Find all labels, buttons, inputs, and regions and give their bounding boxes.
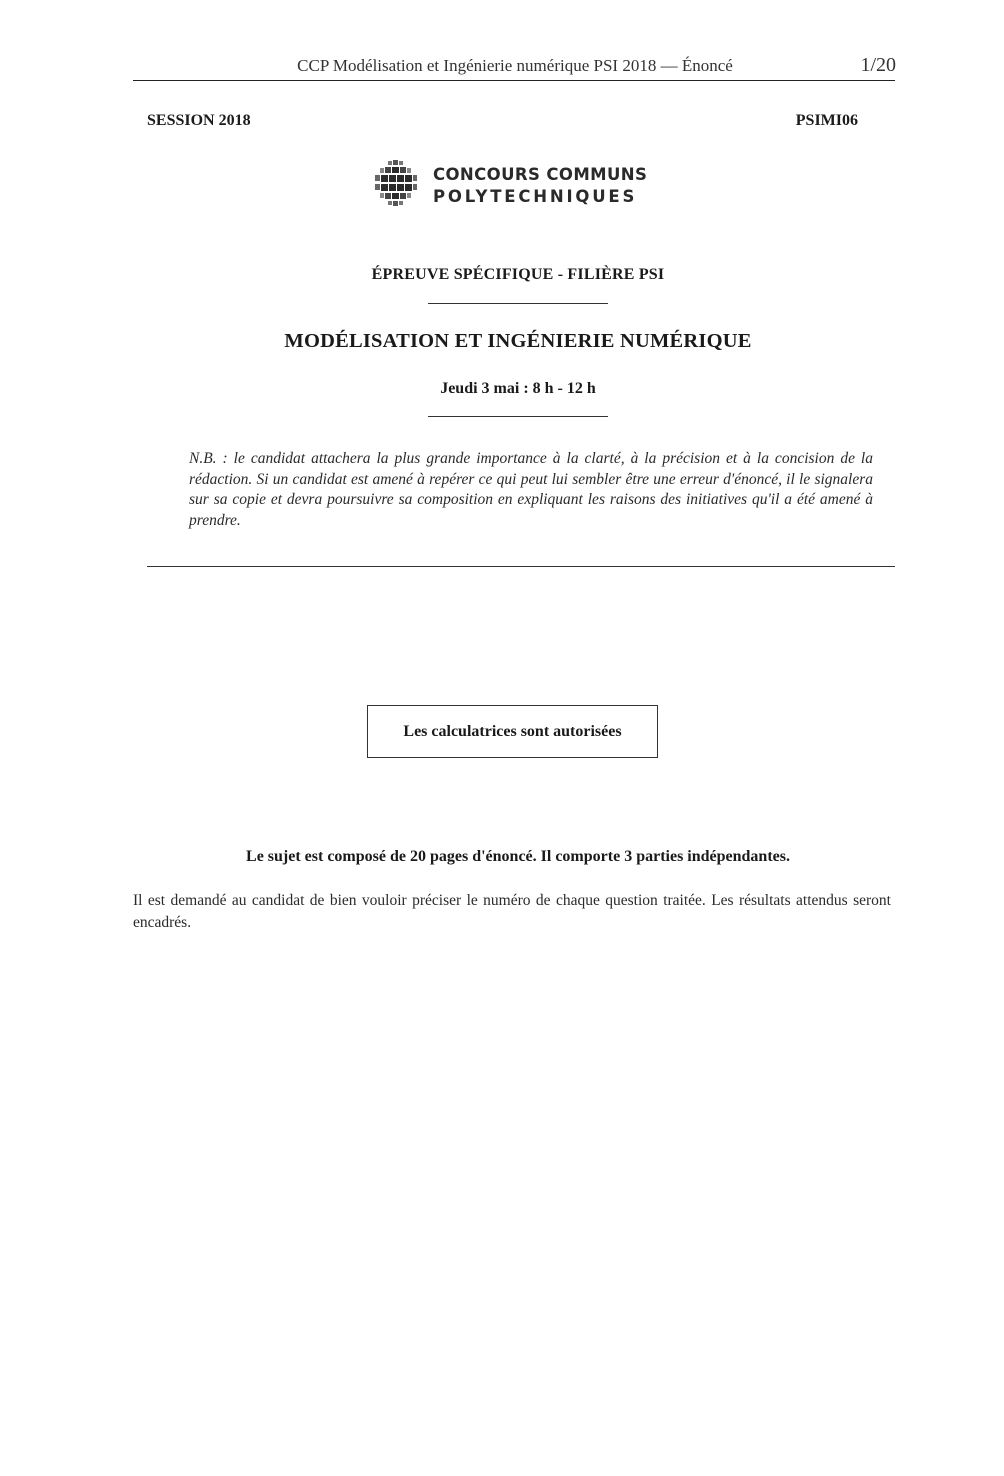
- exam-title: MODÉLISATION ET INGÉNIERIE NUMÉRIQUE: [284, 330, 752, 352]
- globe-grid-icon: [371, 158, 421, 208]
- ccp-logo: [371, 158, 671, 208]
- logo-line-1: CONCOURS COMMUNS: [433, 165, 648, 184]
- logo-wordmark: [433, 164, 647, 208]
- exam-code: PSIMI06: [795, 112, 858, 129]
- calculator-notice: Les calculatrices sont autorisées: [403, 722, 622, 740]
- nb-note: N.B. : le candidat attachera la plus grande importance à la clarté, à la précision et à la concision de la rédaction. Si un candidat est amené à repérer ce qui peut lui sembler être une erreur d'énoncé, il le signalera sur sa copie et devra poursuivre sa composition en expliquant les raisons des initiatives qu'il a été amené à prendre.: [189, 450, 873, 529]
- calculator-notice-box: [367, 705, 658, 758]
- header-divider: [133, 80, 895, 81]
- exam-type: ÉPREUVE SPÉCIFIQUE - FILIÈRE PSI: [371, 266, 665, 283]
- logo-line-2: POLYTECHNIQUES: [433, 187, 638, 206]
- session-label: SESSION 2018: [147, 112, 251, 129]
- title-rule-top: [428, 303, 608, 304]
- title-rule-bottom: [428, 416, 608, 417]
- exam-date: Jeudi 3 mai : 8 h - 12 h: [440, 380, 596, 397]
- instructions-paragraph: Il est demandé au candidat de bien vouloir préciser le numéro de chaque question traitée. Les résultats attendus seront encadrés.: [133, 892, 891, 931]
- section-divider: [147, 566, 895, 567]
- running-header-title: CCP Modélisation et Ingénierie numérique PSI 2018 — Énoncé: [297, 56, 733, 75]
- page-number: 1/20: [860, 54, 896, 76]
- composition-note: Le sujet est composé de 20 pages d'énoncé. Il comporte 3 parties indépendantes.: [246, 848, 790, 865]
